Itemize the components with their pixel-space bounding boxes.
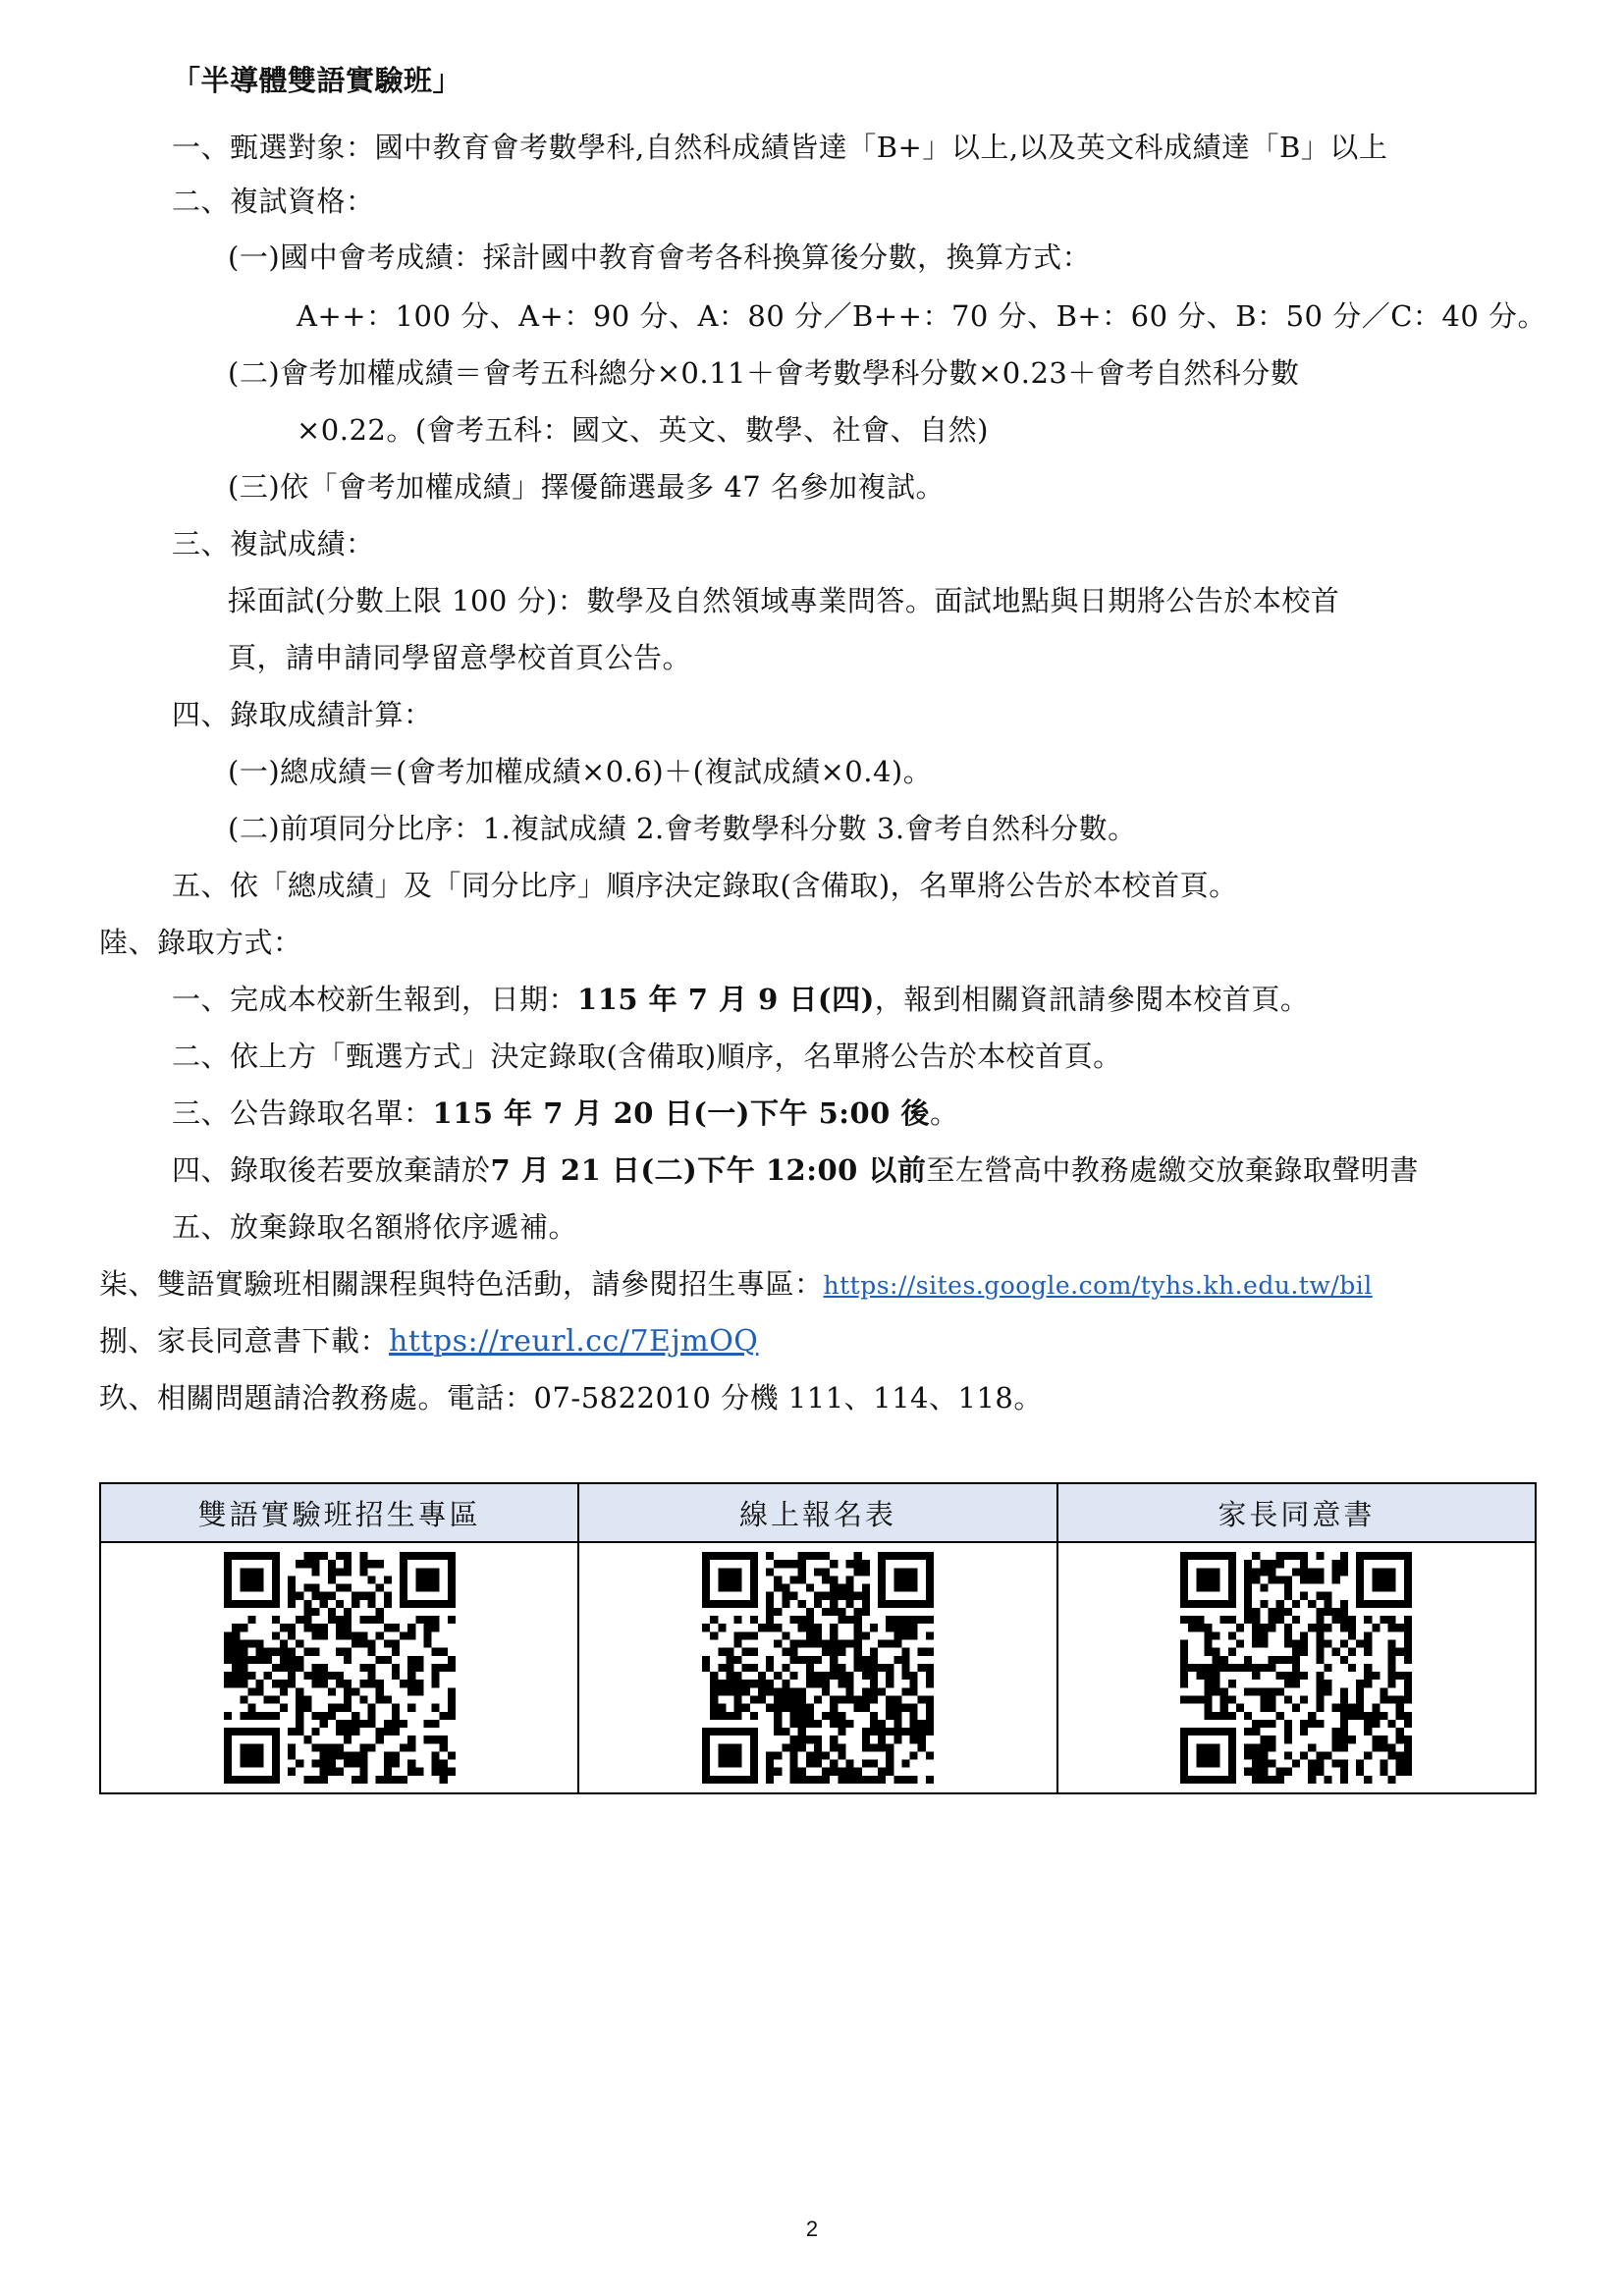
admission-item-4 xyxy=(172,1150,1419,1190)
admission-item-3-text: 三、公告錄取名單： xyxy=(172,1096,433,1130)
admission-item-3 xyxy=(172,1094,958,1133)
consent-form-link[interactable]: https://reurl.cc/7EjmOQ xyxy=(389,1324,759,1359)
info-item-8-text: 捌、家長同意書下載： xyxy=(99,1324,390,1358)
qr-table-code-row xyxy=(100,1542,1536,1793)
info-item-9: 玖、相關問題請洽教務處。電話：07-5822010 分機 111、114、118。 xyxy=(99,1381,1043,1415)
page-number: 2 xyxy=(805,2216,819,2241)
admission-item-3-text-end: 。 xyxy=(929,1096,959,1130)
interview-description: 採面試(分數上限 100 分)：數學及自然領域專業問答。面試地點與日期將公告於本校首 xyxy=(228,584,1340,617)
admission-item-1-text-end: ，報到相關資訊請參閱本校首頁。 xyxy=(874,983,1310,1016)
qr-table-header-row xyxy=(100,1483,1536,1542)
enrollment-qr-code[interactable] xyxy=(224,1552,456,1784)
heading: 「半導體雙語實驗班」 xyxy=(172,64,462,97)
qr-header-registration: 線上報名表 xyxy=(578,1483,1056,1542)
withdrawal-deadline: 7 月 21 日(二)下午 12:00 以前 xyxy=(490,1153,927,1187)
info-item-7-text: 柒、雙語實驗班相關課程與特色活動，請參閱招生專區： xyxy=(99,1267,824,1301)
retest-score-title: 三、複試成績： xyxy=(172,527,375,561)
admission-item-5: 五、放棄錄取名額將依序遞補。 xyxy=(172,1210,578,1244)
score-conversion: A++：100 分、A+：90 分、A：80 分／B++：70 分、B+：60 分、B：50 分／C：40 分。 xyxy=(297,299,1547,333)
admission-item-4-text: 四、錄取後若要放棄請於 xyxy=(172,1153,491,1187)
announcement-date: 115 年 7 月 20 日(一)下午 5:00 後 xyxy=(432,1096,930,1130)
admission-decision: 五、依「總成績」及「同分比序」順序決定錄取(含備取)，名單將公告於本校首頁。 xyxy=(172,869,1238,902)
info-item-7 xyxy=(99,1264,1373,1306)
admission-item-1-text: 一、完成本校新生報到，日期： xyxy=(172,983,578,1016)
selection-target: 一、甄選對象：國中教育會考數學科,自然科成績皆達「B+」以上,以及英文科成績達「B」以上 xyxy=(172,131,1388,164)
registration-date: 115 年 7 月 9 日(四) xyxy=(577,983,875,1016)
tiebreak-order: (二)前項同分比序：1.複試成績 2.會考數學科分數 3.會考自然科分數。 xyxy=(228,812,1137,845)
qr-cell-consent xyxy=(1057,1542,1536,1793)
admission-method-title: 陸、錄取方式： xyxy=(99,926,302,959)
admission-item-1 xyxy=(172,980,1309,1019)
retest-qualification-title: 二、複試資格： xyxy=(172,185,375,218)
info-item-8 xyxy=(99,1321,758,1362)
enrollment-site-link[interactable]: https://sites.google.com/tyhs.kh.edu.tw/bil xyxy=(823,1271,1373,1300)
admission-item-4-text-end: 至左營高中教務處繳交放棄錄取聲明書 xyxy=(926,1153,1419,1187)
retest-qualification-item-1: (一)國中會考成績：採計國中教育會考各科換算後分數，換算方式： xyxy=(228,240,1092,274)
consent-qr-code[interactable] xyxy=(1180,1552,1412,1784)
total-score-formula: (一)總成績＝(會考加權成績×0.6)＋(複試成績×0.4)。 xyxy=(228,755,933,788)
interview-description-cont: 頁，請申請同學留意學校首頁公告。 xyxy=(228,641,692,674)
qr-header-enrollment: 雙語實驗班招生專區 xyxy=(100,1483,578,1542)
score-calculation-title: 四、錄取成績計算： xyxy=(172,698,433,731)
qr-cell-registration xyxy=(578,1542,1056,1793)
admission-item-2: 二、依上方「甄選方式」決定錄取(含備取)順序，名單將公告於本校首頁。 xyxy=(172,1040,1122,1073)
qr-header-consent: 家長同意書 xyxy=(1057,1483,1536,1542)
registration-qr-code[interactable] xyxy=(702,1552,934,1784)
retest-qualification-item-2: (二)會考加權成績＝會考五科總分×0.11＋會考數學科分數×0.23＋會考自然科分數 xyxy=(228,356,1300,390)
qr-cell-enrollment xyxy=(100,1542,578,1793)
qr-code-table xyxy=(99,1482,1537,1794)
retest-qualification-item-3: (三)依「會考加權成績」擇優篩選最多 47 名參加複試。 xyxy=(228,470,945,504)
retest-qualification-item-2-cont: ×0.22。(會考五科：國文、英文、數學、社會、自然) xyxy=(297,413,989,447)
